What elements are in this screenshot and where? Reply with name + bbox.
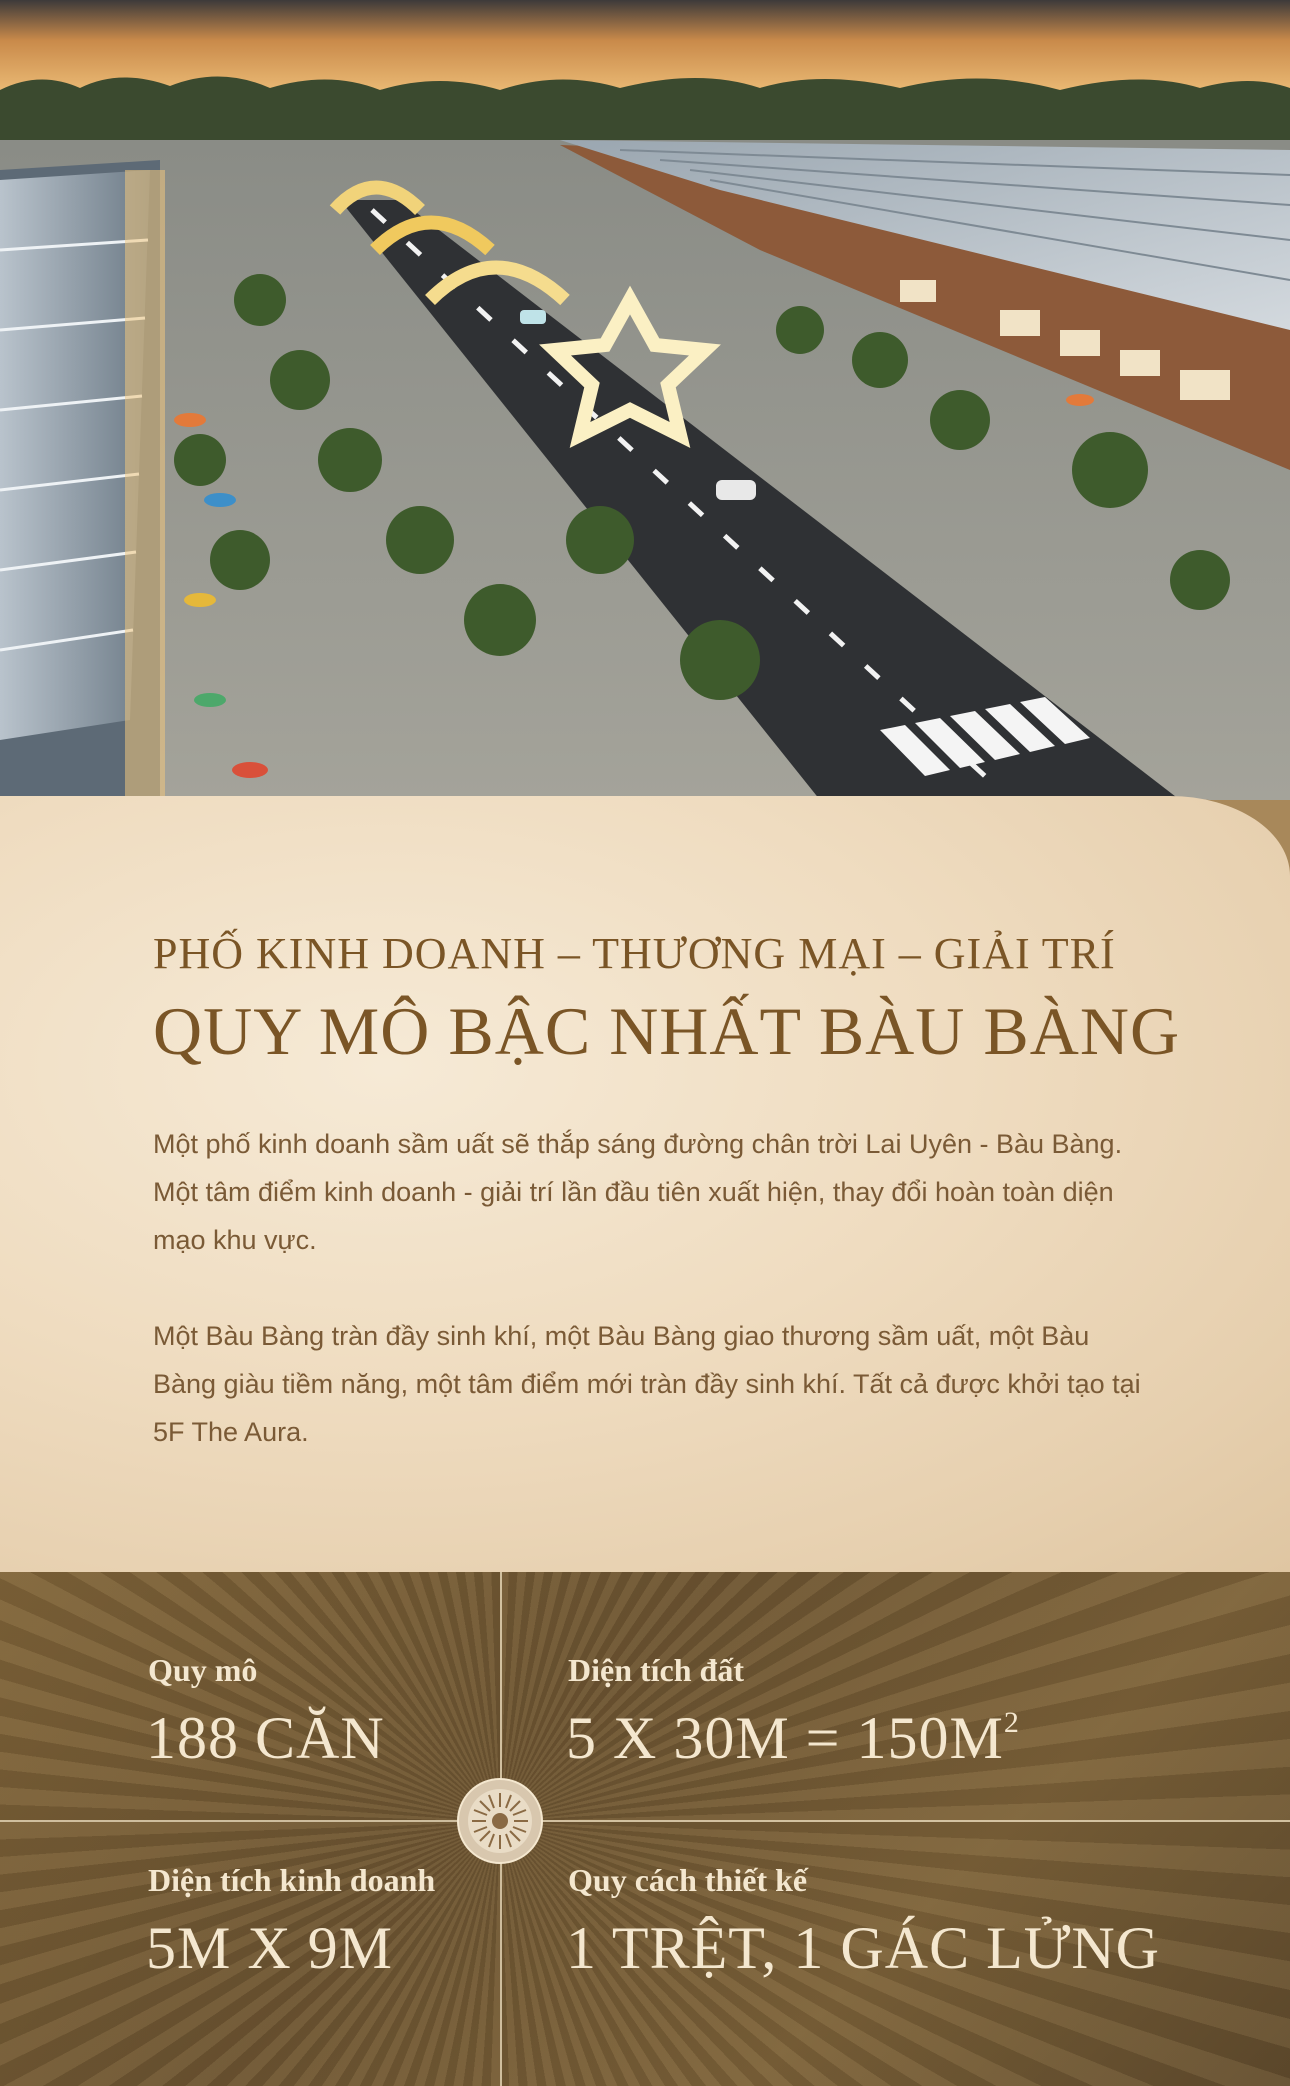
heading-line-1: PHỐ KINH DOANH – THƯƠNG MẠI – GIẢI TRÍ <box>153 929 1116 978</box>
stat-business-area-value: 5M X 9M <box>146 1915 394 1981</box>
grid-divider-horizontal <box>0 1820 1290 1822</box>
paragraph-1: Một phố kinh doanh sầm uất sẽ thắp sáng đường chân trời Lai Uyên - Bàu Bàng. Một tâm điểm kinh doanh - giải trí lần đầu tiên xuất hiện, thay đổi hoàn toàn diện mạo khu vực. <box>153 1129 1123 1255</box>
stat-business-area-label: Diện tích kinh doanh <box>148 1862 436 1898</box>
hero-image <box>0 0 1290 800</box>
sunburst-emblem-icon <box>456 1777 544 1865</box>
stat-scale-value: 188 CĂN <box>146 1705 385 1771</box>
street-render-illustration <box>0 0 1290 800</box>
paragraph-2: Một Bàu Bàng tràn đầy sinh khí, một Bàu Bàng giao thương sầm uất, một Bàu Bàng giàu tiềm năng, một tâm điểm mới tràn đầy sinh khí. Tất cả được khởi tạo tại 5F The Aura. <box>153 1321 1141 1447</box>
stat-design-value: 1 TRỆT, 1 GÁC LỬNG <box>566 1915 1160 1981</box>
stat-design-label: Quy cách thiết kế <box>568 1862 808 1898</box>
stat-land-area-value: 5 X $30M = 150M^2$ <box>566 1705 1020 1771</box>
stat-scale-label: Quy mô <box>148 1652 258 1688</box>
stat-land-area-label: Diện tích đất <box>568 1652 744 1688</box>
stats-grid <box>0 1572 1290 2086</box>
heading-line-2: QUY MÔ BẬC NHẤT BÀU BÀNG <box>153 993 1181 1069</box>
